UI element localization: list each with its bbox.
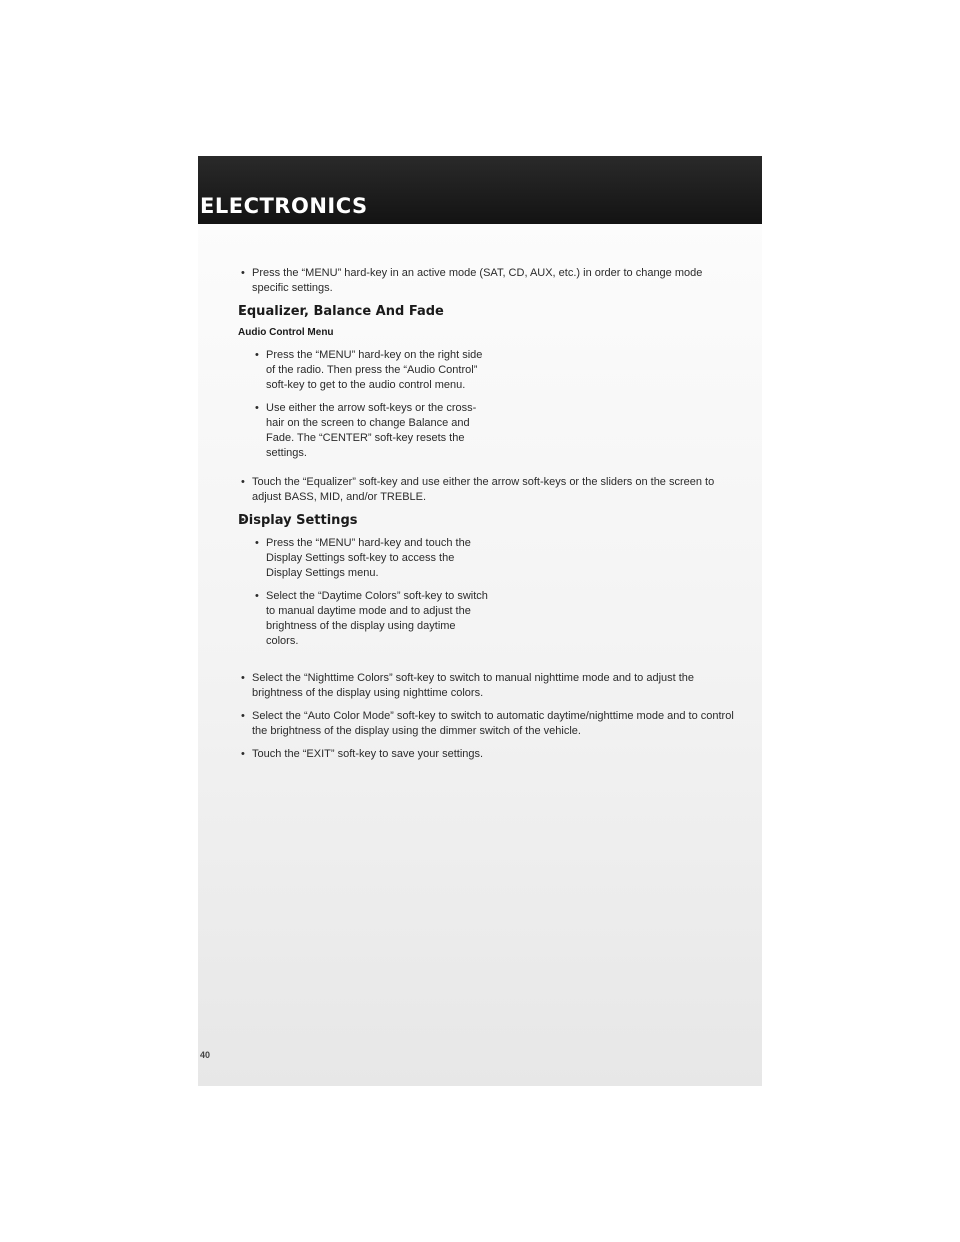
- display-heading-wrap: [238, 513, 738, 528]
- manual-page: [198, 156, 762, 1086]
- list-item: • Press the “MENU” hard-key in an active mode (SAT, CD, AUX, etc.) in order to change mode specific settings.: [238, 266, 738, 296]
- list-item: • Touch the “EXIT” soft-key to save your settings.: [238, 747, 738, 762]
- page-content: [238, 266, 738, 770]
- section-title: ELECTRONICS: [200, 194, 368, 218]
- list-item: • Select the “Daytime Colors” soft-key to switch to manual daytime mode and to adjust the brightness of the display using daytime colors.: [252, 589, 488, 649]
- list-item: • Press the “MENU” hard-key on the right side of the radio. Then press the “Audio Control” soft-key to get to the audio control menu.: [252, 348, 488, 393]
- display-section: [238, 513, 738, 528]
- list-item: • Press the “MENU” hard-key and touch the Display Settings soft-key to access the Display Settings menu.: [252, 536, 488, 581]
- list-item: • Use either the arrow soft-keys or the cross-hair on the screen to change Balance and Fade. The “CENTER” soft-key resets the settings.: [252, 401, 488, 461]
- list-item: • Select the “Auto Color Mode” soft-key to switch to automatic daytime/nighttime mode and to control the brightness of the display using the dimmer switch of the vehicle.: [238, 709, 738, 739]
- equalizer-wide-list: [238, 475, 738, 505]
- header-bar: [198, 156, 762, 224]
- equalizer-heading: • Equalizer, Balance And Fade: [238, 304, 444, 319]
- list-item: • Touch the “Equalizer” soft-key and use either the arrow soft-keys or the sliders on the screen to adjust BASS, MID, and/or TREBLE.: [238, 475, 738, 505]
- equalizer-section: [238, 304, 738, 340]
- display-narrow-list: [252, 536, 738, 649]
- display-wide-list: [238, 671, 738, 762]
- equalizer-narrow-list: [252, 348, 738, 461]
- list-item: • Select the “Nighttime Colors” soft-key to switch to manual nighttime mode and to adjust the brightness of the display using nighttime colors.: [238, 671, 738, 701]
- equalizer-heading-wrap: [238, 304, 738, 340]
- display-settings-heading: • Display Settings: [238, 513, 358, 528]
- page-number: 40: [200, 1050, 211, 1060]
- audio-control-subheading: Audio Control Menu: [238, 327, 334, 338]
- spacer: [238, 657, 738, 671]
- intro-list: [238, 266, 738, 296]
